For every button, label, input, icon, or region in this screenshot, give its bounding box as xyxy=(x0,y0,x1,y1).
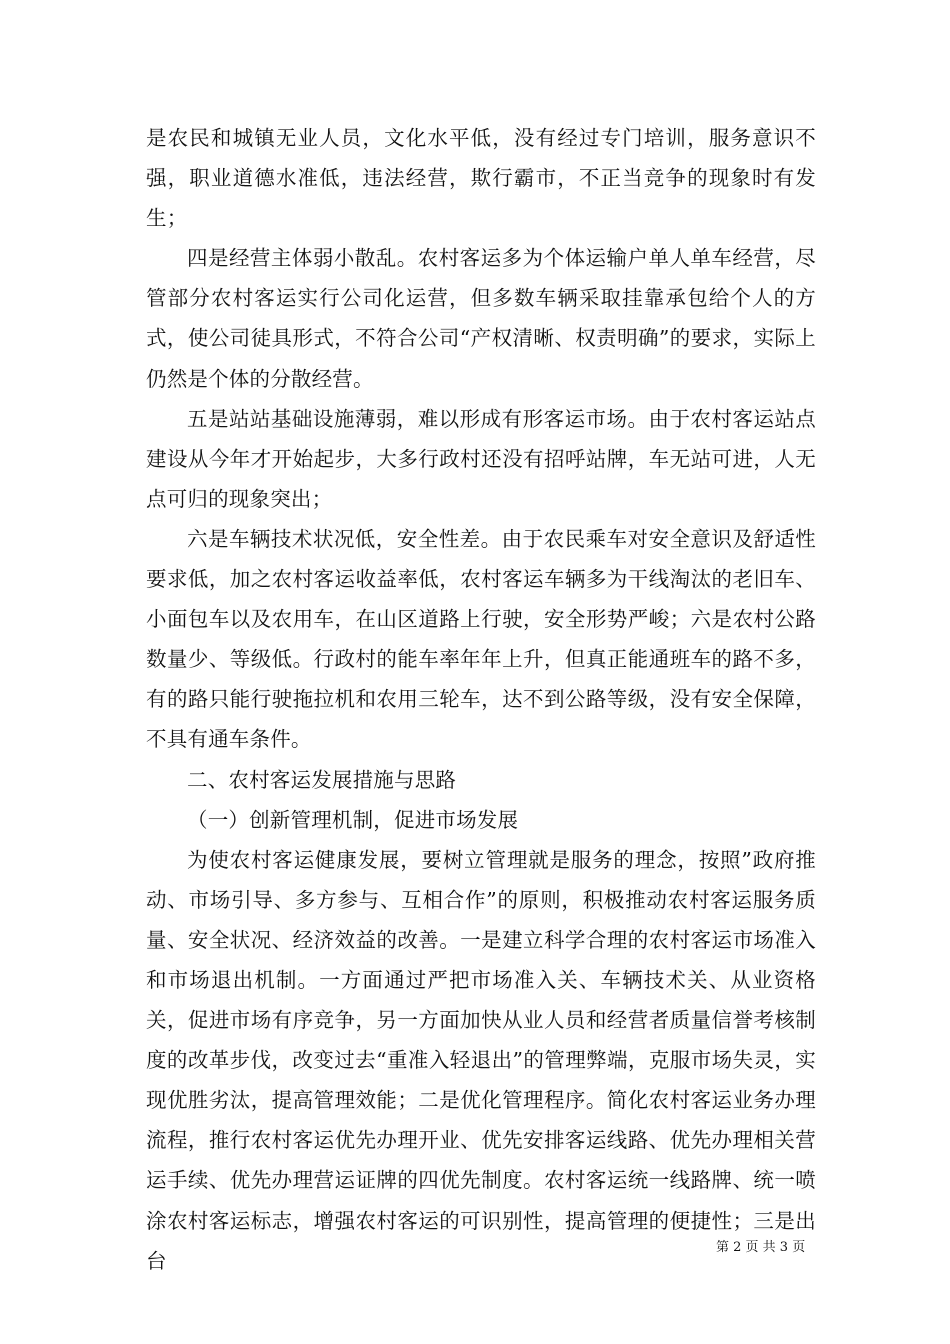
paragraph-management-details: 为使农村客运健康发展，要树立管理就是服务的理念，按照”政府推动、市场引导、多方参与、互相合作”的原则，积极推动农村客运服务质量、安全状况、经济效益的改善。一是建立科学合理的农村客运市场准入和市场退出机制。一方面通过严把市场准入关、车辆技术关、从业资格关，促进市场有序竞争，另一方面加快从业人员和经营者质量信誉考核制度的改革步伐，改变过去“重准入轻退出”的管理弊端，克服市场失灵，实现优胜劣汰，提高管理效能；二是优化管理程序。简化农村客运业务办理流程，推行农村客运优先办理开业、优先安排客运线路、优先办理相关营运手续、优先办理营运证牌的四优先制度。农村客运统一线路牌、统一喷涂农村客运标志，增强农村客运的可识别性，提高管理的便捷性；三是出台 xyxy=(146,847,816,1273)
paragraph-point-six: 六是车辆技术状况低，安全性差。由于农民乘车对安全意识及舒适性要求低，加之农村客运收益率低，农村客运车辆多为干线淘汰的老旧车、小面包车以及农用车，在山区道路上行驶，安全形势严峻；六是农村公路数量少、等级低。行政村的能车率年年上升，但真正能通班车的路不多，有的路只能行驶拖拉机和农用三轮车，达不到公路等级，没有安全保障，不具有通车条件。 xyxy=(146,526,816,752)
page-number-footer: 第 2 页 共 3 页 xyxy=(716,1240,806,1255)
document-body xyxy=(146,118,816,1281)
paragraph-point-four: 四是经营主体弱小散乱。农村客运多为个体运输户单人单车经营，尽管部分农村客运实行公司化运营，但多数车辆采取挂靠承包给个人的方式，使公司徒具形式，不符合公司“产权清晰、权责明确”的要求，实际上仍然是个体的分散经营。 xyxy=(146,246,816,391)
paragraph-continuation: 是农民和城镇无业人员，文化水平低，没有经过专门培训，服务意识不强，职业道德水准低，违法经营，欺行霸市，不正当竞争的现象时有发生； xyxy=(146,126,816,231)
subsection-heading-management: （一）创新管理机制，促进市场发展 xyxy=(187,807,519,832)
paragraph-point-five: 五是站站基础设施薄弱，难以形成有形客运市场。由于农村客运站点建设从今年才开始起步，大多行政村还没有招呼站牌，车无站可进，人无点可归的现象突出； xyxy=(146,406,816,511)
section-heading-measures: 二、农村客运发展措施与思路 xyxy=(187,767,457,792)
